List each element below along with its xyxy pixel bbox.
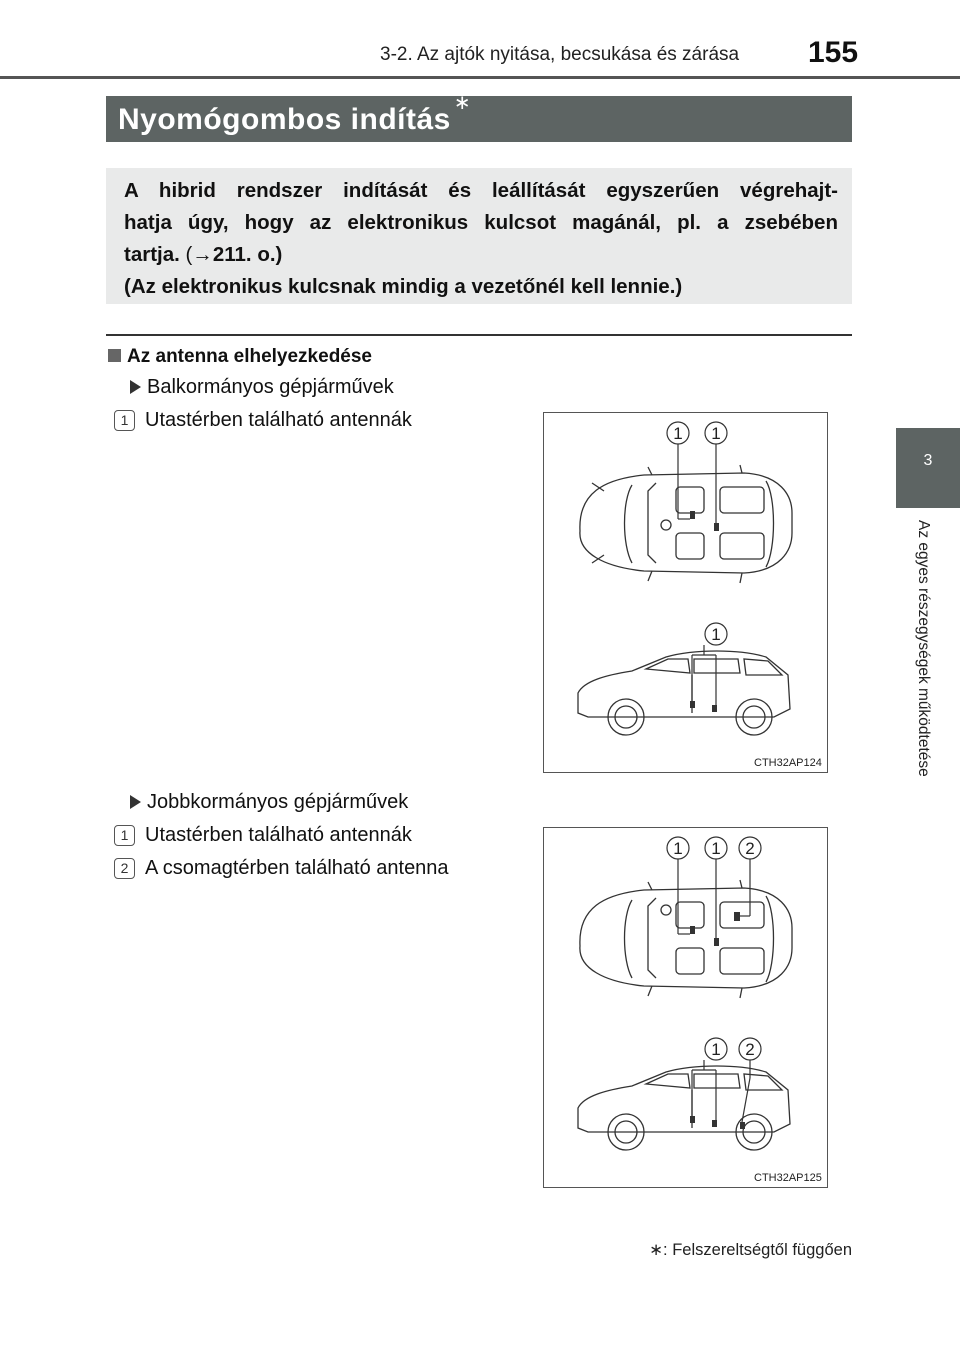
intro-line-3 [124,239,838,271]
title-bar [106,92,852,142]
antenna-marker [712,705,717,712]
rhd-item-1-number: 1 [114,825,135,846]
footnote [649,1240,852,1260]
callout-number: 1 [673,424,683,443]
footnote-text: : Felszereltségtől függően [663,1241,852,1259]
page-number: 155 [808,36,859,69]
lhd-item-1-text: Utastérben található antennák [145,409,412,431]
callout-number: 1 [673,839,683,858]
figure-code: CTH32AP125 [754,1172,822,1184]
callout-number: 1 [711,625,721,644]
callout-number: 1 [711,1040,721,1059]
lhd-item-1-number: 1 [114,410,135,431]
section-heading-text: Az antenna elhelyezkedése [127,346,372,367]
triangle-bullet-icon [130,795,141,809]
antenna-marker [714,938,719,946]
page-title: Nyomógombos indítás [118,103,451,136]
page-reference[interactable]: 211. o.) [212,243,283,266]
rhd-label-text: Jobbkormányos gépjárművek [147,791,409,813]
section-divider [106,334,852,336]
rhd-item-1-text: Utastérben található antennák [145,824,412,846]
antenna-marker [734,912,740,921]
intro-line-2: hatja úgy, hogy az elektronikus kulcsot magánál, pl. a zsebében [124,211,838,234]
antenna-marker [712,1120,717,1127]
rhd-item-2-number: 2 [114,858,135,879]
square-bullet-icon [108,349,121,362]
figure-code: CTH32AP124 [754,757,822,769]
antenna-marker [690,701,695,708]
antenna-marker [690,926,695,934]
chapter-tab[interactable] [896,428,960,508]
rhd-car-diagram [544,828,827,1187]
callout-number: 2 [745,1040,755,1059]
antenna-marker [690,1116,695,1123]
triangle-bullet-icon [130,380,141,394]
lhd-label [130,376,394,399]
footnote-star: ∗ [649,1241,664,1259]
section-heading [108,346,372,368]
intro-line-4: (Az elektronikus kulcsnak mindig a vezetőnél kell lennie.) [124,275,683,298]
antenna-marker [690,511,695,519]
intro-line-1: A hibrid rendszer indítását és leállítását egyszerűen végrehajt- [124,179,838,202]
rhd-item-2-text: A csomagtérben található antenna [145,857,449,879]
intro-box [106,168,852,304]
header-divider [0,76,960,79]
ref-arrow: (→ [185,243,213,266]
callout-number: 2 [745,839,755,858]
antenna-marker [740,1122,745,1129]
title-star: ∗ [453,92,471,114]
section-header: 3-2. Az ajtók nyitása, becsukása és zárása [380,44,740,65]
chapter-number: 3 [923,452,933,469]
lhd-antenna-figure [543,412,828,773]
lhd-car-diagram [544,413,827,772]
callout-number: 1 [711,839,721,858]
rhd-antenna-figure [543,827,828,1188]
intro-line-3-text: tartja. [124,243,180,266]
antenna-marker [714,523,719,531]
callout-number: 1 [711,424,721,443]
rhd-label [130,791,408,814]
lhd-label-text: Balkormányos gépjárművek [147,376,394,398]
chapter-title: Az egyes részegységek működtetése [915,520,932,777]
